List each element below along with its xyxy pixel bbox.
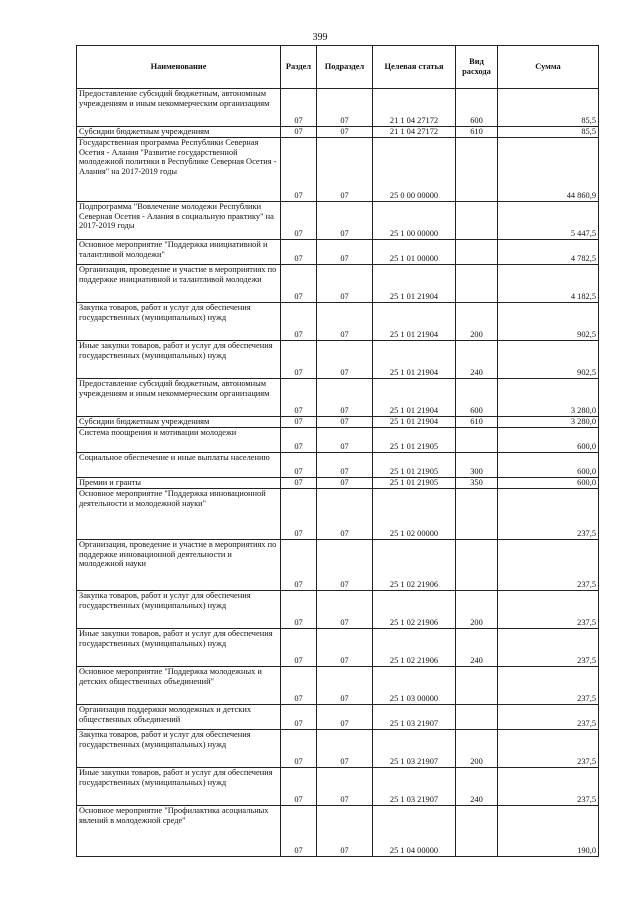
row-podrazdel: 07 xyxy=(317,89,373,127)
row-name: Премии и гранты xyxy=(77,478,281,489)
row-statya: 25 1 01 00000 xyxy=(373,240,456,265)
row-name: Субсидии бюджетным учреждениям xyxy=(77,417,281,428)
row-statya: 25 1 01 21905 xyxy=(373,453,456,478)
table-row xyxy=(77,89,599,127)
row-razdel: 07 xyxy=(281,89,317,127)
row-statya: 25 1 02 21906 xyxy=(373,591,456,629)
row-summa: 5 447,5 xyxy=(498,202,599,240)
row-statya: 21 1 04 27172 xyxy=(373,127,456,138)
row-summa: 237,5 xyxy=(498,667,599,705)
table-row xyxy=(77,428,599,453)
row-podrazdel: 07 xyxy=(317,806,373,857)
row-razdel: 07 xyxy=(281,417,317,428)
row-podrazdel: 07 xyxy=(317,138,373,202)
column-header-razdel: Раздел xyxy=(281,46,317,89)
row-vid xyxy=(456,667,498,705)
row-razdel: 07 xyxy=(281,341,317,379)
table-row xyxy=(77,768,599,806)
row-razdel: 07 xyxy=(281,806,317,857)
row-statya: 21 1 04 27172 xyxy=(373,89,456,127)
row-name: Иные закупки товаров, работ и услуг для обеспечения государственных (муниципальных) нужд xyxy=(77,341,281,379)
row-razdel: 07 xyxy=(281,478,317,489)
row-name: Основное мероприятие "Поддержка инновационной деятельности и молодежной науки" xyxy=(77,489,281,540)
row-name: Субсидии бюджетным учреждениям xyxy=(77,127,281,138)
row-statya: 25 1 01 21905 xyxy=(373,478,456,489)
table-row xyxy=(77,489,599,540)
row-vid xyxy=(456,489,498,540)
row-razdel: 07 xyxy=(281,591,317,629)
row-name: Основное мероприятие "Поддержка молодежных и детских общественных объединений" xyxy=(77,667,281,705)
row-statya: 25 1 02 00000 xyxy=(373,489,456,540)
row-name: Закупка товаров, работ и услуг для обеспечения государственных (муниципальных) нужд xyxy=(77,730,281,768)
table-row xyxy=(77,629,599,667)
row-statya: 25 1 01 21904 xyxy=(373,341,456,379)
table-row xyxy=(77,591,599,629)
row-name: Основное мероприятие "Профилактика асоциальных явлений в молодежной среде" xyxy=(77,806,281,857)
row-podrazdel: 07 xyxy=(317,705,373,730)
table-row xyxy=(77,453,599,478)
column-header-name: Наименование xyxy=(77,46,281,89)
row-podrazdel: 07 xyxy=(317,428,373,453)
row-podrazdel: 07 xyxy=(317,540,373,591)
budget-table xyxy=(76,45,599,857)
row-podrazdel: 07 xyxy=(317,303,373,341)
row-vid xyxy=(456,806,498,857)
row-razdel: 07 xyxy=(281,379,317,417)
row-razdel: 07 xyxy=(281,202,317,240)
row-vid: 240 xyxy=(456,341,498,379)
row-statya: 25 1 01 21904 xyxy=(373,303,456,341)
table-row xyxy=(77,417,599,428)
row-statya: 25 1 04 00000 xyxy=(373,806,456,857)
row-vid: 200 xyxy=(456,303,498,341)
row-statya: 25 1 01 21904 xyxy=(373,417,456,428)
row-statya: 25 1 03 21907 xyxy=(373,705,456,730)
row-vid: 350 xyxy=(456,478,498,489)
table-row xyxy=(77,806,599,857)
table-row xyxy=(77,240,599,265)
row-name: Организация, проведение и участие в мероприятиях по поддержке инициативной и талантливой молодежи xyxy=(77,265,281,303)
row-vid xyxy=(456,240,498,265)
row-summa: 902,5 xyxy=(498,341,599,379)
row-summa: 85,5 xyxy=(498,127,599,138)
row-vid: 240 xyxy=(456,629,498,667)
row-vid: 300 xyxy=(456,453,498,478)
row-razdel: 07 xyxy=(281,667,317,705)
row-name: Предоставление субсидий бюджетным, автономным учреждениям и иным некоммерческим организациям xyxy=(77,379,281,417)
row-podrazdel: 07 xyxy=(317,591,373,629)
row-summa: 44 860,9 xyxy=(498,138,599,202)
row-podrazdel: 07 xyxy=(317,768,373,806)
row-vid: 200 xyxy=(456,730,498,768)
table-row xyxy=(77,730,599,768)
row-podrazdel: 07 xyxy=(317,379,373,417)
row-summa: 237,5 xyxy=(498,629,599,667)
row-summa: 237,5 xyxy=(498,540,599,591)
row-statya: 25 1 01 21904 xyxy=(373,379,456,417)
row-vid xyxy=(456,202,498,240)
row-name: Социальное обеспечение и иные выплаты населению xyxy=(77,453,281,478)
row-statya: 25 1 02 21906 xyxy=(373,540,456,591)
row-statya: 25 1 01 21905 xyxy=(373,428,456,453)
row-summa: 3 280,0 xyxy=(498,417,599,428)
row-statya: 25 0 00 00000 xyxy=(373,138,456,202)
row-name: Иные закупки товаров, работ и услуг для обеспечения государственных (муниципальных) нужд xyxy=(77,768,281,806)
row-razdel: 07 xyxy=(281,138,317,202)
table-row xyxy=(77,127,599,138)
table-row xyxy=(77,540,599,591)
row-razdel: 07 xyxy=(281,730,317,768)
row-podrazdel: 07 xyxy=(317,265,373,303)
row-summa: 190,0 xyxy=(498,806,599,857)
column-header-statya: Целевая статья xyxy=(373,46,456,89)
table-row xyxy=(77,341,599,379)
row-name: Система поощрения и мотивации молодежи xyxy=(77,428,281,453)
row-statya: 25 1 00 00000 xyxy=(373,202,456,240)
row-vid: 600 xyxy=(456,89,498,127)
row-summa: 237,5 xyxy=(498,489,599,540)
column-header-summa: Сумма xyxy=(498,46,599,89)
table-row xyxy=(77,138,599,202)
table-header-row xyxy=(77,46,599,89)
row-razdel: 07 xyxy=(281,705,317,730)
row-razdel: 07 xyxy=(281,303,317,341)
row-summa: 3 280,0 xyxy=(498,379,599,417)
table-row xyxy=(77,478,599,489)
row-name: Подпрограмма "Вовлечение молодежи Республики Северная Осетия - Алания в социальную практику" на 2017-2019 годы xyxy=(77,202,281,240)
row-vid xyxy=(456,428,498,453)
column-header-vid: Вид расхода xyxy=(456,46,498,89)
row-razdel: 07 xyxy=(281,428,317,453)
row-podrazdel: 07 xyxy=(317,730,373,768)
row-summa: 4 182,5 xyxy=(498,265,599,303)
row-summa: 237,5 xyxy=(498,730,599,768)
row-name: Организация поддержки молодежных и детских общественных объединений xyxy=(77,705,281,730)
row-summa: 85,5 xyxy=(498,89,599,127)
row-name: Государственная программа Республики Северная Осетия - Алания "Развитие государственной молодежной политики в Республике Северная Осетия - Алания" на 2017-2019 годы xyxy=(77,138,281,202)
row-summa: 237,5 xyxy=(498,591,599,629)
row-statya: 25 1 03 21907 xyxy=(373,730,456,768)
row-vid: 600 xyxy=(456,379,498,417)
row-statya: 25 1 03 00000 xyxy=(373,667,456,705)
row-vid xyxy=(456,265,498,303)
row-razdel: 07 xyxy=(281,768,317,806)
row-statya: 25 1 03 21907 xyxy=(373,768,456,806)
row-razdel: 07 xyxy=(281,629,317,667)
row-vid: 610 xyxy=(456,417,498,428)
row-summa: 600,0 xyxy=(498,453,599,478)
row-podrazdel: 07 xyxy=(317,667,373,705)
row-podrazdel: 07 xyxy=(317,202,373,240)
row-summa: 600,0 xyxy=(498,478,599,489)
row-name: Предоставление субсидий бюджетным, автономным учреждениям и иным некоммерческим организациям xyxy=(77,89,281,127)
row-summa: 902,5 xyxy=(498,303,599,341)
row-name: Закупка товаров, работ и услуг для обеспечения государственных (муниципальных) нужд xyxy=(77,591,281,629)
row-podrazdel: 07 xyxy=(317,478,373,489)
row-podrazdel: 07 xyxy=(317,629,373,667)
row-podrazdel: 07 xyxy=(317,417,373,428)
table-row xyxy=(77,265,599,303)
row-name: Организация, проведение и участие в мероприятиях по поддержке инновационной деятельности и молодежной науки xyxy=(77,540,281,591)
row-podrazdel: 07 xyxy=(317,489,373,540)
row-summa: 4 782,5 xyxy=(498,240,599,265)
row-podrazdel: 07 xyxy=(317,341,373,379)
row-summa: 600,0 xyxy=(498,428,599,453)
row-summa: 237,5 xyxy=(498,705,599,730)
table-row xyxy=(77,379,599,417)
row-statya: 25 1 02 21906 xyxy=(373,629,456,667)
row-name: Иные закупки товаров, работ и услуг для обеспечения государственных (муниципальных) нужд xyxy=(77,629,281,667)
row-razdel: 07 xyxy=(281,489,317,540)
column-header-podrazdel: Подраздел xyxy=(317,46,373,89)
row-vid: 610 xyxy=(456,127,498,138)
row-razdel: 07 xyxy=(281,453,317,478)
row-razdel: 07 xyxy=(281,127,317,138)
table-row xyxy=(77,303,599,341)
row-razdel: 07 xyxy=(281,265,317,303)
table-row xyxy=(77,705,599,730)
row-podrazdel: 07 xyxy=(317,127,373,138)
row-vid: 240 xyxy=(456,768,498,806)
row-summa: 237,5 xyxy=(498,768,599,806)
table-row xyxy=(77,202,599,240)
row-statya: 25 1 01 21904 xyxy=(373,265,456,303)
page-number: 399 xyxy=(312,32,328,43)
row-vid xyxy=(456,705,498,730)
row-vid: 200 xyxy=(456,591,498,629)
row-podrazdel: 07 xyxy=(317,240,373,265)
row-name: Закупка товаров, работ и услуг для обеспечения государственных (муниципальных) нужд xyxy=(77,303,281,341)
row-vid xyxy=(456,540,498,591)
row-podrazdel: 07 xyxy=(317,453,373,478)
table-row xyxy=(77,667,599,705)
row-razdel: 07 xyxy=(281,540,317,591)
row-vid xyxy=(456,138,498,202)
row-name: Основное мероприятие "Поддержка инициативной и талантливой молодежи" xyxy=(77,240,281,265)
row-razdel: 07 xyxy=(281,240,317,265)
